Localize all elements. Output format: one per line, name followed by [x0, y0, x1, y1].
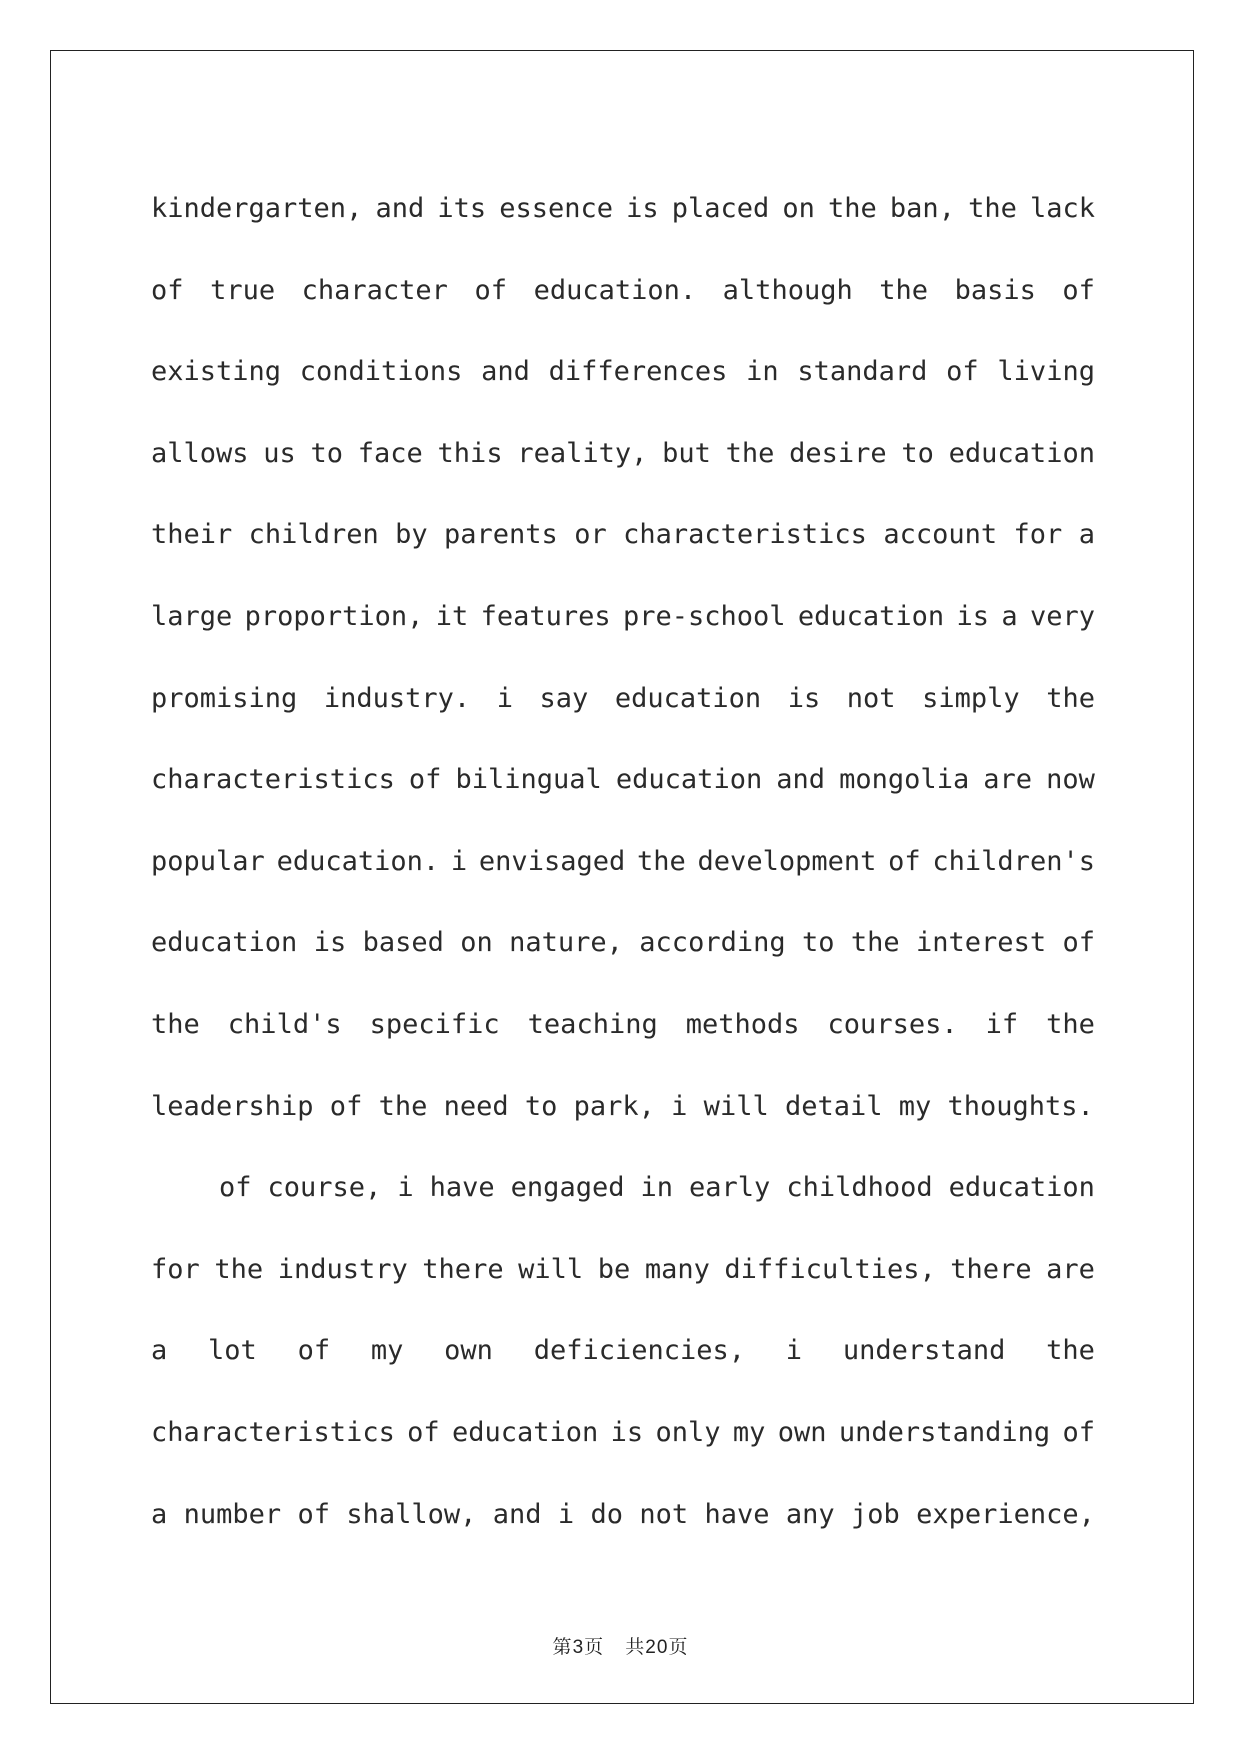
text-word: the [1046, 682, 1095, 714]
text-word: on [782, 193, 815, 224]
text-word: character [301, 274, 448, 306]
text-word: of [151, 274, 184, 306]
text-word: the [828, 193, 877, 224]
text-line [151, 1310, 1095, 1392]
text-word: childhood [786, 1172, 933, 1204]
text-word: characteristics [151, 764, 395, 796]
text-word: is [313, 927, 347, 959]
text-line [151, 984, 1095, 1066]
text-word: parents [444, 519, 558, 551]
current-page-number: 3 [572, 1637, 585, 1658]
text-word: popular [151, 845, 265, 877]
text-word: the [637, 845, 686, 877]
text-word: my [732, 1416, 766, 1448]
text-word: have [704, 1498, 770, 1530]
text-line [151, 1474, 1095, 1556]
text-word: in [746, 356, 779, 388]
text-word: in [640, 1172, 673, 1204]
text-word: simply [922, 682, 1020, 714]
text-line [151, 902, 1095, 984]
text-word: many [644, 1253, 710, 1285]
footer-page-unit: 页 [584, 1636, 605, 1658]
text-word: bilingual [455, 764, 602, 796]
text-word: early [689, 1172, 771, 1204]
text-line: leadership of the need to park, i will detail my thoughts. [151, 1090, 1094, 1122]
text-word: by [395, 519, 428, 551]
text-word: any [785, 1498, 835, 1530]
text-word: existing [151, 356, 282, 388]
text-word: understanding [838, 1416, 1051, 1448]
text-word: the [1046, 1335, 1095, 1367]
text-word: characteristics [151, 1416, 395, 1448]
text-word: education. [533, 274, 697, 306]
text-word: on [460, 927, 493, 959]
text-word: now [1046, 764, 1095, 796]
text-word: lack [1029, 193, 1095, 224]
text-word: kindergarten, [151, 193, 363, 224]
text-word: i [397, 1172, 414, 1204]
text-word: have [429, 1172, 495, 1204]
text-word: job [850, 1498, 900, 1530]
text-word: the [151, 1008, 200, 1040]
text-word: for [151, 1253, 200, 1285]
text-word: there [422, 1253, 504, 1285]
text-word: face [357, 437, 423, 469]
text-word: characteristics [623, 519, 867, 551]
text-word: will [518, 1253, 584, 1285]
text-word: very [1029, 600, 1095, 632]
text-word: education [615, 764, 763, 796]
text-word: the [850, 927, 900, 959]
text-word: a [1078, 519, 1095, 551]
text-word: teaching [527, 1008, 658, 1040]
text-word: my [370, 1335, 404, 1367]
text-word: industry [277, 1253, 408, 1285]
total-page-count: 20 [645, 1637, 669, 1658]
text-word: for [1013, 519, 1063, 551]
text-word: of [219, 1172, 252, 1204]
text-word: true [210, 274, 276, 306]
text-word: understand [842, 1335, 1006, 1367]
text-line [151, 821, 1095, 903]
document-body [151, 168, 1095, 1555]
text-word: is [626, 193, 659, 224]
text-word: the [968, 193, 1017, 224]
text-word: to [801, 927, 835, 959]
text-word: number [183, 1498, 282, 1530]
text-line [151, 1229, 1095, 1311]
text-word: i [496, 682, 513, 714]
text-word: difficulties, [724, 1253, 936, 1285]
text-word: of [946, 356, 979, 388]
text-word: and [375, 193, 425, 224]
text-word: differences [548, 356, 728, 388]
text-word: it [435, 600, 469, 632]
text-word: placed [671, 193, 770, 224]
text-line [151, 1147, 1095, 1229]
text-word: to [901, 437, 934, 469]
text-word: ban, [889, 193, 955, 224]
text-word: living [997, 356, 1095, 388]
text-word: methods [685, 1008, 800, 1040]
text-word: not [846, 682, 896, 714]
text-word: of [297, 1498, 331, 1530]
text-word: but [662, 437, 711, 469]
text-word: conditions [299, 356, 463, 388]
text-word: i [557, 1498, 575, 1530]
text-word: own [777, 1416, 827, 1448]
text-word: do [590, 1498, 623, 1530]
text-word: reality, [517, 437, 648, 469]
text-word: standard [797, 356, 928, 388]
text-word: of [888, 845, 921, 877]
text-word: experience, [916, 1498, 1095, 1530]
text-word: although [722, 274, 853, 306]
text-word: education [614, 682, 762, 714]
text-word: based [362, 927, 444, 959]
text-word: allows [151, 437, 249, 469]
text-line [151, 739, 1095, 821]
text-word: is [956, 600, 990, 632]
text-word: of [408, 764, 442, 796]
text-word: interest [916, 927, 1047, 959]
text-word: of [1062, 1416, 1095, 1448]
text-word: deficiencies, [533, 1335, 746, 1367]
text-word: promising [151, 682, 298, 714]
text-word: the [1046, 1008, 1095, 1040]
text-word: features [480, 600, 611, 632]
text-word: education [948, 1172, 1095, 1204]
text-word: large [151, 600, 233, 632]
text-word: i [785, 1335, 803, 1367]
text-word: us [263, 437, 296, 469]
text-word: and [492, 1498, 542, 1530]
text-word: and [481, 356, 530, 388]
text-word: proportion, [244, 600, 424, 632]
text-word: are [1046, 1253, 1095, 1285]
text-word: education [797, 600, 945, 632]
text-line [151, 658, 1095, 740]
text-word: and [776, 764, 826, 796]
text-word: the [214, 1253, 264, 1285]
text-line [151, 576, 1095, 658]
text-line [151, 331, 1095, 413]
text-word: are [983, 764, 1033, 796]
text-word: education. [276, 845, 440, 877]
text-word: children [248, 519, 379, 551]
text-word: industry. [323, 682, 471, 714]
text-word: courses. [827, 1008, 958, 1040]
text-word: or [574, 519, 607, 551]
footer-total-prefix: 共 [625, 1636, 646, 1658]
text-line [151, 1392, 1095, 1474]
footer-total-unit: 页 [668, 1636, 689, 1658]
text-word: of [474, 274, 508, 306]
text-word: of [1062, 927, 1095, 959]
text-word: education [452, 1416, 599, 1448]
text-word: children's [932, 845, 1095, 877]
text-word: of [407, 1416, 440, 1448]
text-word: development [697, 845, 877, 877]
text-word: essence [499, 193, 614, 224]
text-word: a [1001, 600, 1018, 632]
text-word: a [151, 1498, 168, 1530]
text-word: account [883, 519, 998, 551]
text-word: envisaged [478, 845, 626, 877]
text-word: there [950, 1253, 1032, 1285]
text-word: of [297, 1335, 331, 1367]
text-word: not [639, 1498, 689, 1530]
text-word: mongolia [839, 764, 970, 796]
text-word: its [437, 193, 487, 224]
text-line [151, 413, 1095, 495]
text-word: specific [369, 1008, 500, 1040]
text-word: basis [954, 274, 1036, 306]
text-word: according [639, 927, 786, 959]
text-word: own [444, 1335, 493, 1367]
text-word: their [151, 519, 233, 551]
text-line [151, 494, 1095, 576]
text-word: of [1062, 274, 1095, 306]
text-line [151, 168, 1095, 250]
text-word: desire [789, 437, 887, 469]
text-word: this [437, 437, 503, 469]
text-word: pre-school [622, 600, 786, 632]
text-word: education [151, 927, 298, 959]
text-word: is [787, 682, 821, 714]
text-word: is [610, 1416, 644, 1448]
text-line [151, 250, 1095, 332]
page-footer [0, 1632, 1241, 1659]
text-word: shallow, [346, 1498, 477, 1530]
text-word: to [310, 437, 344, 469]
text-word: nature, [509, 927, 623, 959]
text-word: the [725, 437, 775, 469]
text-word: if [985, 1008, 1019, 1040]
text-word: i [450, 845, 468, 877]
text-word: child's [227, 1008, 342, 1040]
text-word: the [879, 274, 929, 306]
text-word: lot [208, 1335, 257, 1367]
text-word: engaged [510, 1172, 625, 1204]
text-word: say [539, 682, 589, 714]
text-word: course, [267, 1172, 382, 1204]
text-word: a [151, 1335, 168, 1367]
text-word: education [948, 437, 1095, 469]
footer-prefix: 第 [552, 1636, 573, 1658]
text-word: be [597, 1253, 631, 1285]
text-word: only [655, 1416, 721, 1448]
